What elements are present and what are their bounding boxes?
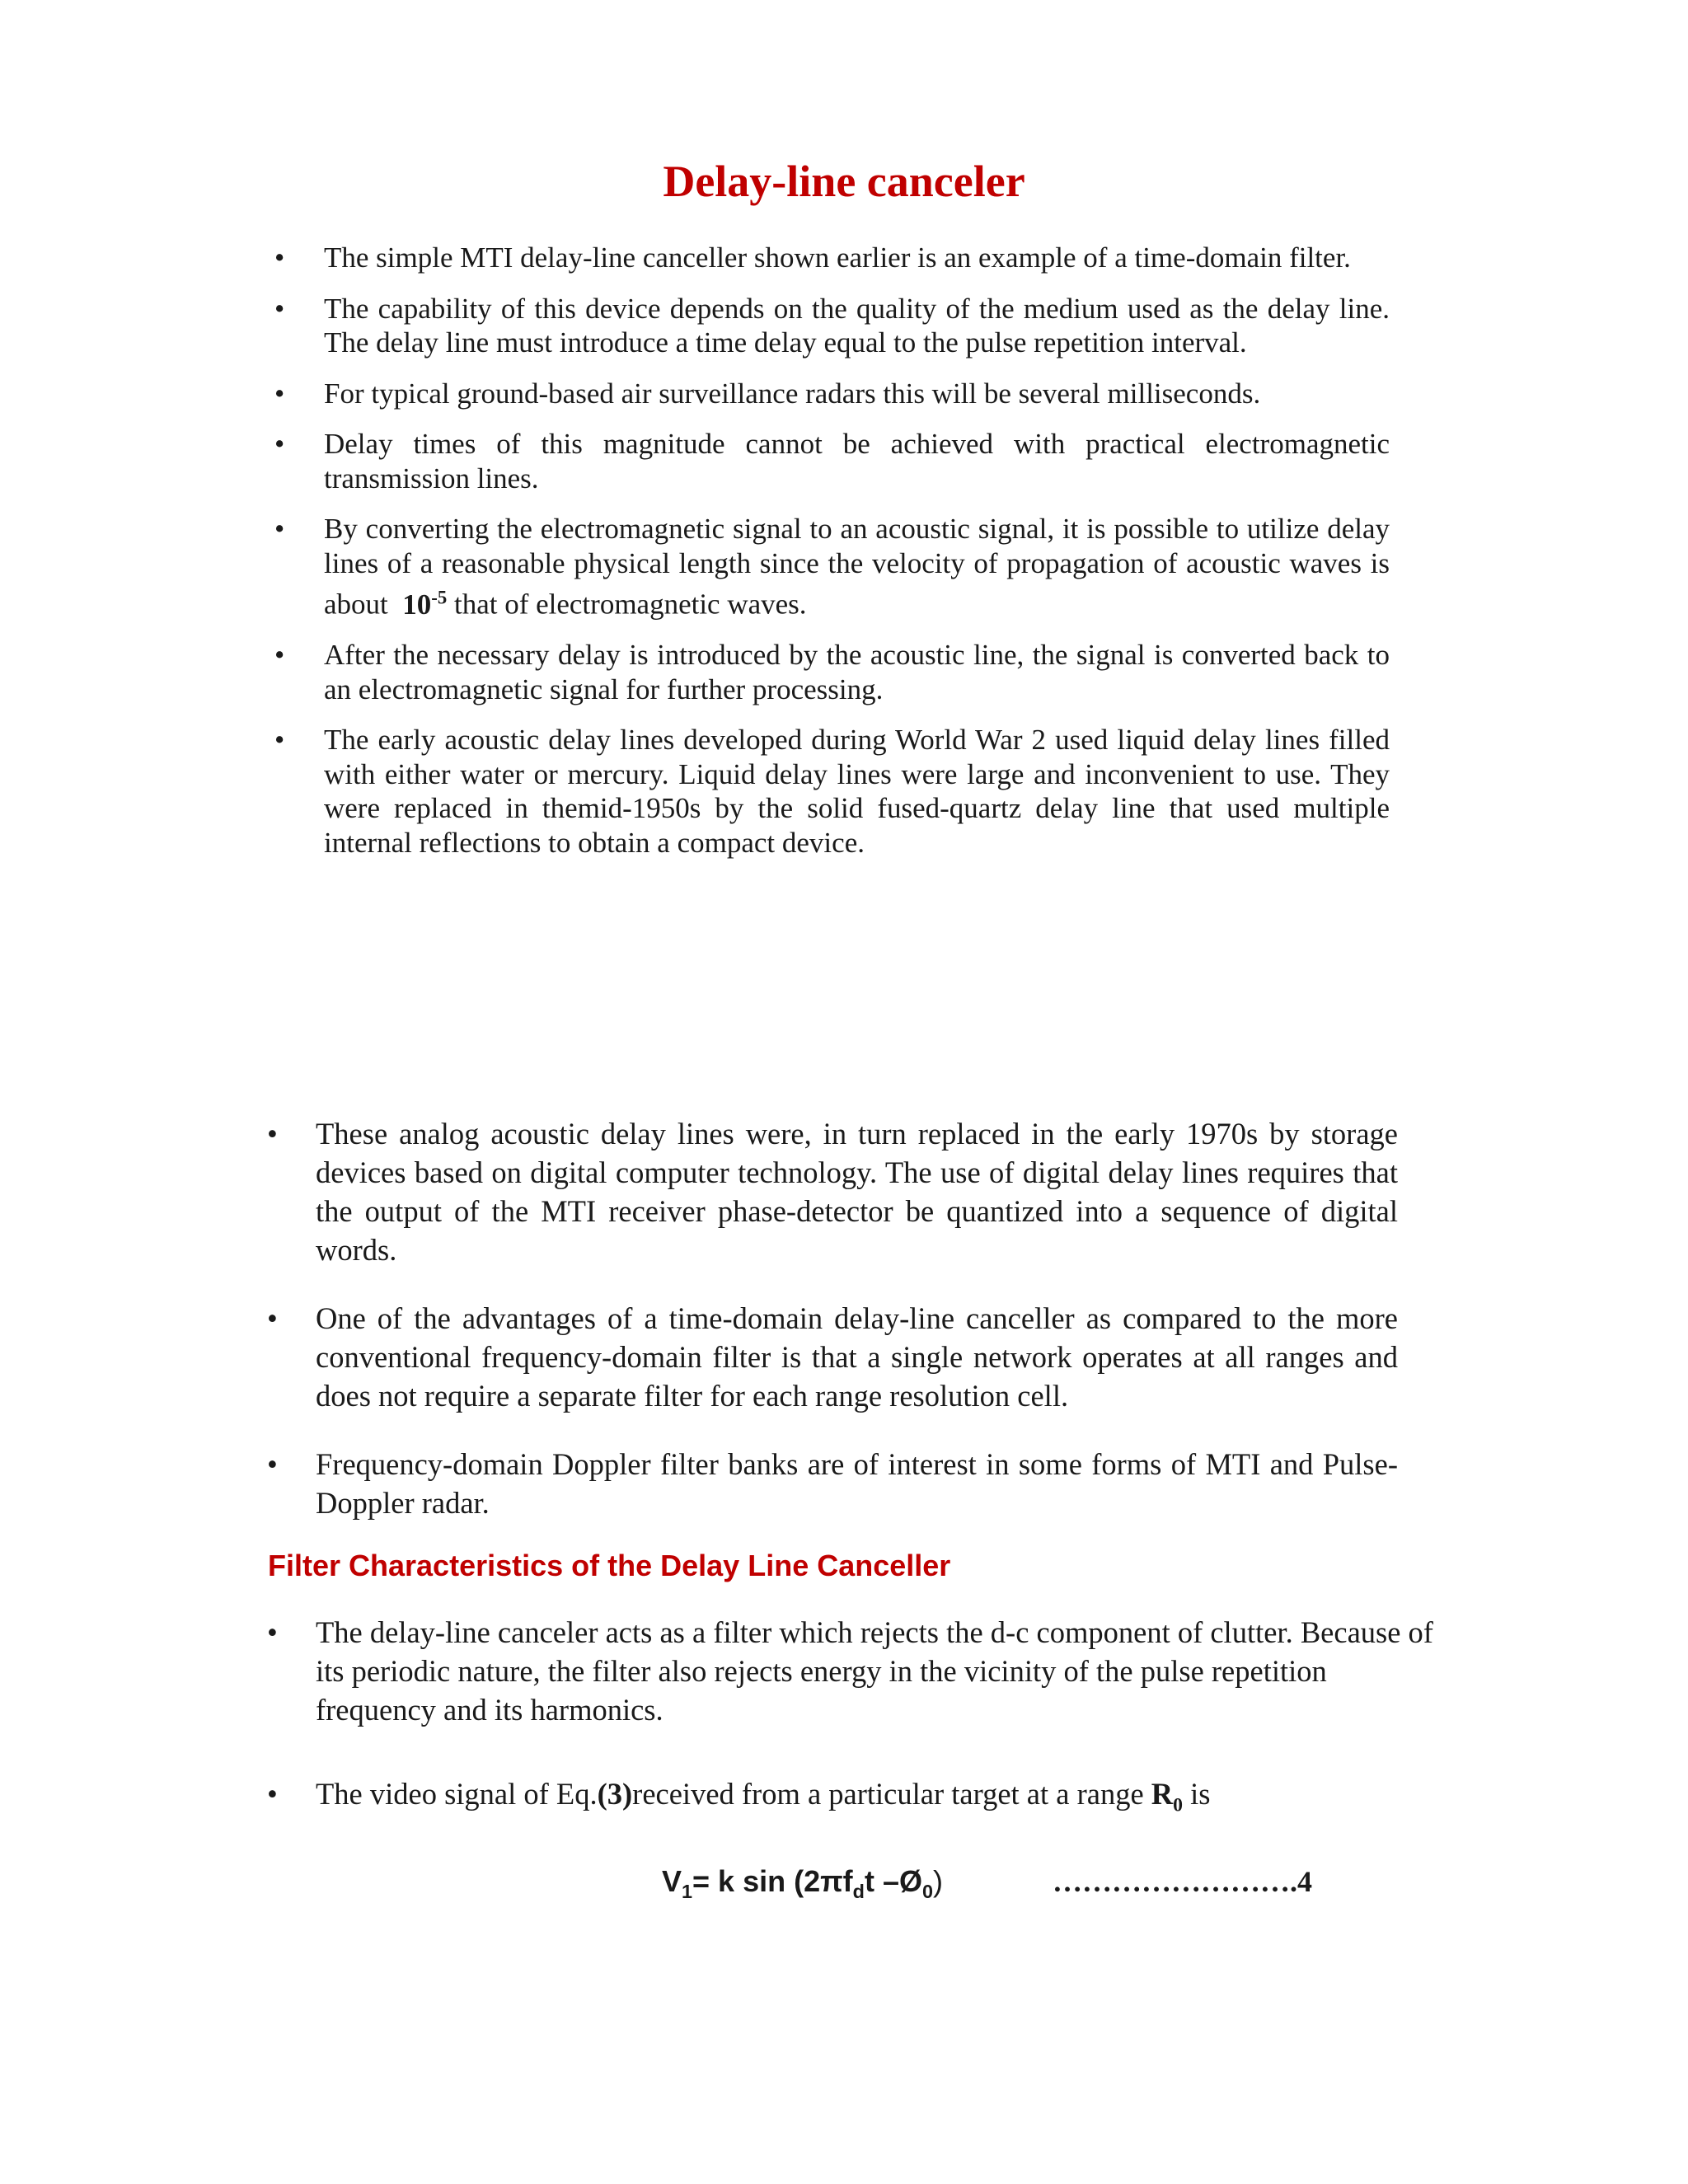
list-item: • After the necessary delay is introduced by the acoustic line, the signal is converted back to an electromagnetic signal for further processing. xyxy=(274,639,1390,705)
list-item: • The video signal of Eq.(3)received from a particular target at a range $R_0$ is xyxy=(316,1774,1437,1825)
bullet-icon: • xyxy=(274,241,285,274)
list-item: • The delay-line canceler acts as a filter which rejects the d-c component of clutter. Because of its periodic nature, the filter also rejects energy in the vicinity of the pulse repetition frequency and its harmonics. xyxy=(316,1613,1437,1729)
list-item: • These analog acoustic delay lines were, in turn replaced in the early 1970s by storage devices based on digital computer technology. The use of digital delay lines requires that the output of the MTI receiver phase-detector be quantized into a sequence of digital words. xyxy=(316,1114,1398,1269)
bullet-list-delay-line xyxy=(274,241,1390,876)
velocity-ratio: $10^{-5}$ xyxy=(402,587,448,621)
bullet-icon: • xyxy=(274,513,285,545)
bullet-icon: • xyxy=(267,1777,278,1811)
bullet-icon: • xyxy=(267,1447,278,1481)
page-title: Delay-line canceler xyxy=(663,157,1025,206)
list-item: • The simple MTI delay-line canceller shown earlier is an example of a time-domain filter. xyxy=(274,241,1351,274)
bullet-icon: • xyxy=(274,377,285,410)
equation: $V_1= k$ $\sin (2\pi f_dt$ $-Ø_0$) xyxy=(662,1864,943,1903)
bullet-icon: • xyxy=(267,1615,278,1649)
list-item: • By converting the electromagnetic signal to an acoustic signal, it is possible to utilize delay lines of a reasonable physical length since the velocity of propagation of acoustic waves is about $10^{-5}$ that of electromagnetic waves. xyxy=(274,513,1390,621)
list-item: • Frequency-domain Doppler filter banks are of interest in some forms of MTI and Pulse-Doppler radar. xyxy=(316,1445,1398,1522)
list-item: • One of the advantages of a time-domain delay-line canceller as compared to the more conventional frequency-domain filter is that a single network operates at all ranges and does not require a separate filter for each range resolution cell. xyxy=(316,1299,1398,1415)
bullet-list-filter-characteristics xyxy=(267,1613,1437,1870)
list-item: • The early acoustic delay lines developed during World War 2 used liquid delay lines filled with either water or mercury. Liquid delay lines were large and inconvenient to use. They were replaced in themid-1950s by the solid fused-quartz delay line that used multiple internal reflections to obtain a compact device. xyxy=(274,724,1390,859)
equation-row xyxy=(0,1864,1688,1914)
list-item: • Delay times of this magnitude cannot be achieved with practical electromagnetic transmission lines. xyxy=(274,428,1390,494)
bullet-icon: • xyxy=(267,1301,278,1335)
bullet-icon: • xyxy=(267,1117,278,1151)
range-symbol: $R_0$ xyxy=(1151,1777,1183,1816)
bullet-icon: • xyxy=(274,428,285,460)
equation-reference: (3) xyxy=(597,1777,633,1811)
bullet-icon: • xyxy=(274,292,285,325)
bullet-icon: • xyxy=(274,639,285,672)
list-item: • For typical ground-based air surveillance radars this will be several milliseconds. xyxy=(274,377,1261,410)
equation-number: …………………….4 xyxy=(1053,1865,1312,1898)
bullet-list-digital-delay xyxy=(267,1114,1398,1552)
bullet-icon: • xyxy=(274,724,285,757)
section-heading: Filter Characteristics of the Delay Line Canceller xyxy=(268,1549,951,1582)
list-item: • The capability of this device depends on the quality of the medium used as the delay line. The delay line must introduce a time delay equal to the pulse repetition interval. xyxy=(274,292,1390,359)
